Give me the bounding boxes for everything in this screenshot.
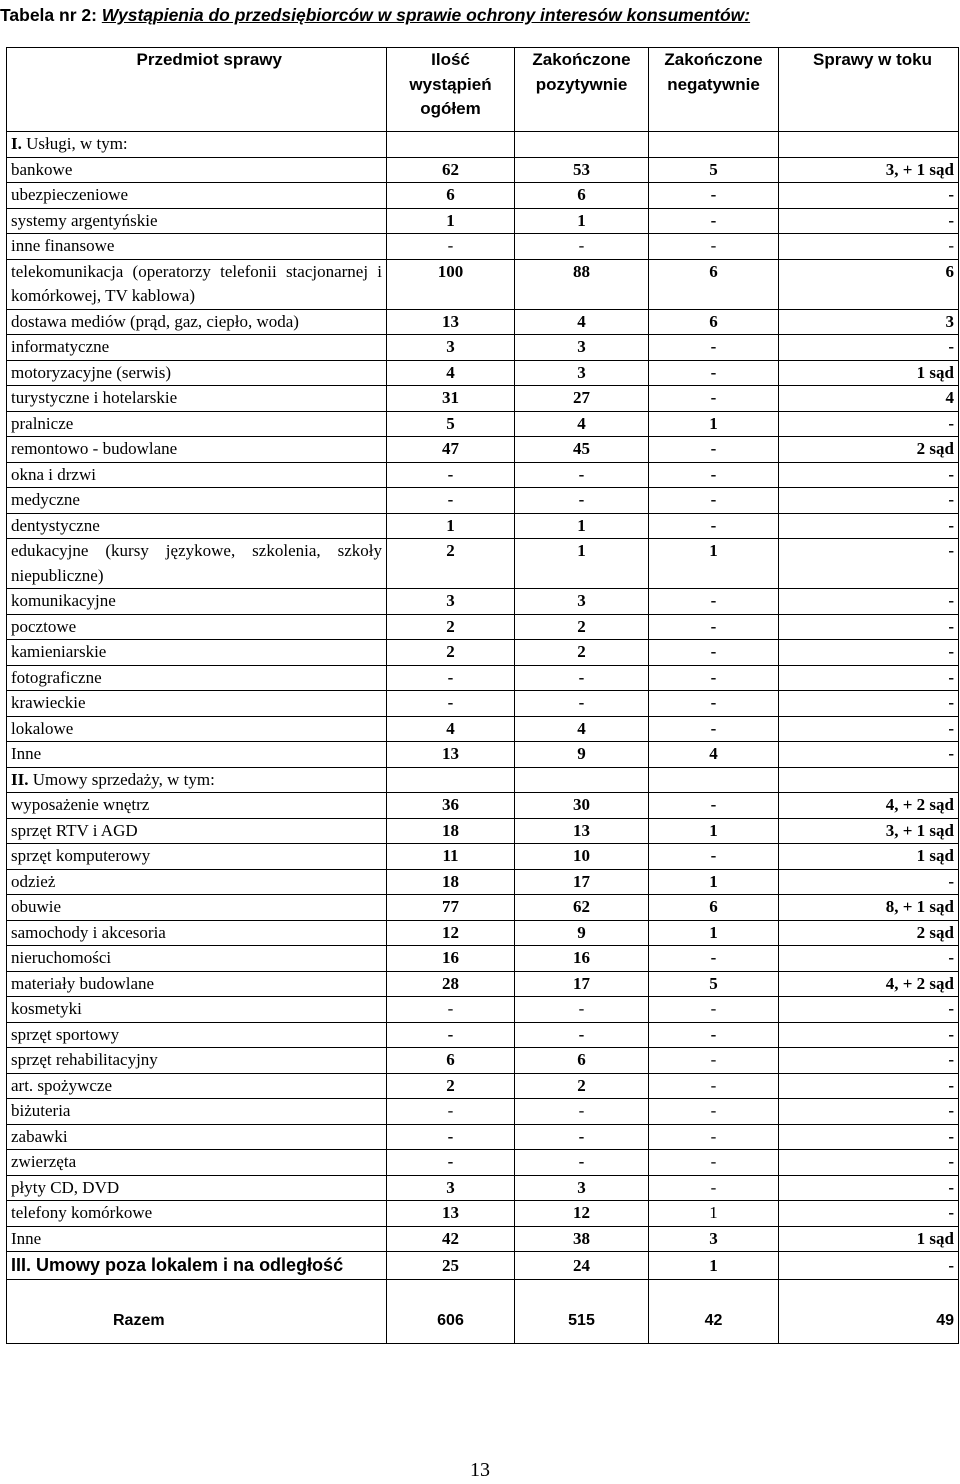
row-label: obuwie: [7, 895, 387, 921]
cell-total: -: [387, 665, 515, 691]
cell-pending: -: [779, 1175, 959, 1201]
row-label: turystyczne i hotelarskie: [7, 386, 387, 412]
cell-negative: 1: [649, 411, 779, 437]
cell-negative: 1: [649, 818, 779, 844]
cell-pending: -: [779, 462, 959, 488]
row-label: remontowo - budowlane: [7, 437, 387, 463]
cell-total: 62: [387, 157, 515, 183]
row-label: Inne: [7, 742, 387, 768]
cell-negative: 5: [649, 157, 779, 183]
cell-total: 18: [387, 869, 515, 895]
table-row: [7, 539, 959, 589]
cell-total: 11: [387, 844, 515, 870]
cell-negative: 4: [649, 742, 779, 768]
row-label: edukacyjne (kursy językowe, szkolenia, szkoły niepubliczne): [7, 539, 387, 589]
cell-total: 77: [387, 895, 515, 921]
cell-pending: 6: [779, 259, 959, 309]
row-label: sprzęt RTV i AGD: [7, 818, 387, 844]
cell-pending: -: [779, 614, 959, 640]
cell-pending: -: [779, 411, 959, 437]
cell-positive: 88: [515, 259, 649, 309]
table-row: [7, 309, 959, 335]
table-row: [7, 640, 959, 666]
row-label: samochody i akcesoria: [7, 920, 387, 946]
cell-pending: -: [779, 691, 959, 717]
cell-negative: -: [649, 665, 779, 691]
row-label: odzież: [7, 869, 387, 895]
cell-pending: 4, + 2 sąd: [779, 971, 959, 997]
table-row: [7, 1226, 959, 1252]
table-row: [7, 895, 959, 921]
row-label: telefony komórkowe: [7, 1201, 387, 1227]
table-body: [7, 132, 959, 1344]
page-number: 13: [470, 1459, 490, 1481]
cell-total: -: [387, 1150, 515, 1176]
cell-negative: -: [649, 513, 779, 539]
cell-pending: -: [779, 742, 959, 768]
section-label: II. Umowy sprzedaży, w tym:: [7, 767, 387, 793]
cell-negative: -: [649, 462, 779, 488]
cell-total: 28: [387, 971, 515, 997]
row-label: sprzęt sportowy: [7, 1022, 387, 1048]
cell-positive: 3: [515, 360, 649, 386]
cell-total: -: [387, 488, 515, 514]
cell-positive: 17: [515, 869, 649, 895]
cell-negative: -: [649, 1124, 779, 1150]
row-label: okna i drzwi: [7, 462, 387, 488]
header-row: [7, 48, 959, 132]
cell-negative: -: [649, 946, 779, 972]
total-pending: 49: [779, 1280, 959, 1344]
cell-positive: -: [515, 997, 649, 1023]
cell-pending: -: [779, 539, 959, 589]
cell-positive: 3: [515, 335, 649, 361]
cell-total: 25: [387, 1252, 515, 1280]
cell-pending: 8, + 1 sąd: [779, 895, 959, 921]
cell-total: 3: [387, 589, 515, 615]
cell-pending: 4: [779, 386, 959, 412]
cell-positive: 27: [515, 386, 649, 412]
cell-negative: -: [649, 335, 779, 361]
table-row: [7, 157, 959, 183]
cell-negative: -: [649, 844, 779, 870]
cell-total: 18: [387, 818, 515, 844]
section-numeral: II.: [11, 769, 29, 789]
empty-cell: [515, 767, 649, 793]
table-title: [0, 0, 960, 30]
row-label: systemy argentyńskie: [7, 208, 387, 234]
cell-negative: 1: [649, 1252, 779, 1280]
cell-negative: 3: [649, 1226, 779, 1252]
cell-total: 2: [387, 1073, 515, 1099]
row-label: medyczne: [7, 488, 387, 514]
cell-positive: 3: [515, 589, 649, 615]
table-row: [7, 183, 959, 209]
cell-positive: -: [515, 234, 649, 260]
table-row: [7, 1175, 959, 1201]
table-row: [7, 1099, 959, 1125]
cell-positive: -: [515, 1022, 649, 1048]
cell-negative: -: [649, 589, 779, 615]
table-row: [7, 1022, 959, 1048]
table-row: [7, 920, 959, 946]
cell-pending: 1 sąd: [779, 1226, 959, 1252]
cell-total: 13: [387, 1201, 515, 1227]
cell-negative: 1: [649, 1201, 779, 1227]
cell-negative: 5: [649, 971, 779, 997]
cell-positive: 2: [515, 1073, 649, 1099]
table-row: [7, 513, 959, 539]
cell-total: -: [387, 1022, 515, 1048]
cell-negative: 6: [649, 259, 779, 309]
cell-total: -: [387, 1124, 515, 1150]
cell-negative: -: [649, 1150, 779, 1176]
cell-total: 16: [387, 946, 515, 972]
cell-total: -: [387, 1099, 515, 1125]
section-numeral: I.: [11, 134, 22, 153]
cell-pending: -: [779, 1252, 959, 1280]
cell-negative: 6: [649, 895, 779, 921]
row-label: wyposażenie wnętrz: [7, 793, 387, 819]
cell-pending: -: [779, 640, 959, 666]
row-label: inne finansowe: [7, 234, 387, 260]
cell-total: 31: [387, 386, 515, 412]
table-row: [7, 971, 959, 997]
cell-positive: 3: [515, 1175, 649, 1201]
cell-positive: 62: [515, 895, 649, 921]
total-negative: 42: [649, 1280, 779, 1344]
cell-positive: -: [515, 665, 649, 691]
cell-positive: 6: [515, 183, 649, 209]
empty-cell: [779, 767, 959, 793]
cell-negative: -: [649, 691, 779, 717]
empty-cell: [649, 767, 779, 793]
totals-label: Razem: [7, 1280, 387, 1344]
table-row: [7, 869, 959, 895]
cell-total: -: [387, 691, 515, 717]
table-row: [7, 360, 959, 386]
cell-total: 100: [387, 259, 515, 309]
row-label: krawieckie: [7, 691, 387, 717]
cell-positive: -: [515, 462, 649, 488]
cell-negative: 1: [649, 869, 779, 895]
cell-total: 1: [387, 208, 515, 234]
table-row: [7, 818, 959, 844]
cell-positive: 10: [515, 844, 649, 870]
table-row: [7, 259, 959, 309]
cell-pending: -: [779, 488, 959, 514]
table-row: [7, 614, 959, 640]
cell-total: 2: [387, 614, 515, 640]
cell-total: 12: [387, 920, 515, 946]
cell-pending: 4, + 2 sąd: [779, 793, 959, 819]
cell-total: 1: [387, 513, 515, 539]
cell-positive: -: [515, 1099, 649, 1125]
row-label: bankowe: [7, 157, 387, 183]
cell-negative: -: [649, 716, 779, 742]
cell-positive: 4: [515, 411, 649, 437]
cell-negative: -: [649, 997, 779, 1023]
table-row: [7, 742, 959, 768]
cell-total: 4: [387, 716, 515, 742]
cell-positive: 1: [515, 513, 649, 539]
cell-pending: -: [779, 665, 959, 691]
table-row: [7, 335, 959, 361]
row-label: art. spożywcze: [7, 1073, 387, 1099]
row-label: zwierzęta: [7, 1150, 387, 1176]
empty-cell: [515, 132, 649, 158]
cell-total: -: [387, 462, 515, 488]
table-row: [7, 234, 959, 260]
row-label: fotograficzne: [7, 665, 387, 691]
table-row: [7, 665, 959, 691]
table-row: [7, 462, 959, 488]
row-label: lokalowe: [7, 716, 387, 742]
cell-pending: -: [779, 997, 959, 1023]
table-row: [7, 946, 959, 972]
cell-positive: 6: [515, 1048, 649, 1074]
cell-negative: -: [649, 1048, 779, 1074]
cell-pending: -: [779, 869, 959, 895]
cell-pending: -: [779, 208, 959, 234]
table-row: [7, 793, 959, 819]
cell-total: 3: [387, 335, 515, 361]
cell-positive: 4: [515, 716, 649, 742]
empty-cell: [387, 132, 515, 158]
table-row: [7, 488, 959, 514]
total-total: 606: [387, 1280, 515, 1344]
cell-total: -: [387, 997, 515, 1023]
row-label: zabawki: [7, 1124, 387, 1150]
table-row: [7, 437, 959, 463]
cell-negative: -: [649, 360, 779, 386]
cell-total: 4: [387, 360, 515, 386]
cell-positive: 9: [515, 742, 649, 768]
cell-pending: 3, + 1 sąd: [779, 818, 959, 844]
cell-positive: 1: [515, 208, 649, 234]
table-row: [7, 691, 959, 717]
cell-total: 6: [387, 183, 515, 209]
cell-pending: 3: [779, 309, 959, 335]
row-label: dentystyczne: [7, 513, 387, 539]
table-row: [7, 1201, 959, 1227]
table-row: [7, 589, 959, 615]
cell-positive: -: [515, 1124, 649, 1150]
complaints-table: [6, 47, 959, 1344]
cell-positive: 12: [515, 1201, 649, 1227]
row-label: sprzęt rehabilitacyjny: [7, 1048, 387, 1074]
totals-row: [7, 1280, 959, 1344]
cell-total: 13: [387, 309, 515, 335]
row-label: ubezpieczeniowe: [7, 183, 387, 209]
cell-total: 5: [387, 411, 515, 437]
cell-pending: 2 sąd: [779, 437, 959, 463]
row-label: płyty CD, DVD: [7, 1175, 387, 1201]
table-row: [7, 208, 959, 234]
cell-negative: -: [649, 183, 779, 209]
cell-negative: -: [649, 488, 779, 514]
cell-positive: 4: [515, 309, 649, 335]
header-pending: Sprawy w toku: [779, 48, 959, 132]
section-label: I. Usługi, w tym:: [7, 132, 387, 158]
cell-pending: 1 sąd: [779, 360, 959, 386]
empty-cell: [779, 132, 959, 158]
header-positive: Zakończone pozytywnie: [515, 48, 649, 132]
empty-cell: [387, 767, 515, 793]
cell-negative: 1: [649, 539, 779, 589]
row-label: dostawa mediów (prąd, gaz, ciepło, woda): [7, 309, 387, 335]
table-row: [7, 1073, 959, 1099]
cell-positive: 16: [515, 946, 649, 972]
table-row: [7, 411, 959, 437]
cell-pending: 3, + 1 sąd: [779, 157, 959, 183]
cell-positive: 9: [515, 920, 649, 946]
cell-positive: 2: [515, 614, 649, 640]
cell-pending: -: [779, 946, 959, 972]
empty-cell: [649, 132, 779, 158]
cell-negative: -: [649, 1099, 779, 1125]
cell-pending: -: [779, 234, 959, 260]
table-row: [7, 716, 959, 742]
cell-negative: -: [649, 437, 779, 463]
row-label: motoryzacyjne (serwis): [7, 360, 387, 386]
row-label: nieruchomości: [7, 946, 387, 972]
cell-negative: -: [649, 614, 779, 640]
cell-pending: -: [779, 1150, 959, 1176]
cell-pending: -: [779, 716, 959, 742]
table-row: [7, 386, 959, 412]
cell-pending: 2 sąd: [779, 920, 959, 946]
table-row: [7, 997, 959, 1023]
cell-positive: 53: [515, 157, 649, 183]
table-row: [7, 1150, 959, 1176]
cell-total: 6: [387, 1048, 515, 1074]
row-label: informatyczne: [7, 335, 387, 361]
cell-negative: -: [649, 234, 779, 260]
cell-positive: 13: [515, 818, 649, 844]
row-label: pocztowe: [7, 614, 387, 640]
total-positive: 515: [515, 1280, 649, 1344]
header-subject: Przedmiot sprawy: [7, 48, 387, 132]
row-label: pralnicze: [7, 411, 387, 437]
section3-row: [7, 1252, 959, 1280]
table-row: [7, 844, 959, 870]
cell-total: 2: [387, 539, 515, 589]
row-label: materiały budowlane: [7, 971, 387, 997]
cell-negative: -: [649, 640, 779, 666]
row-label: kosmetyki: [7, 997, 387, 1023]
cell-pending: -: [779, 1048, 959, 1074]
cell-positive: -: [515, 1150, 649, 1176]
cell-negative: 6: [649, 309, 779, 335]
cell-total: 36: [387, 793, 515, 819]
row-label: kamieniarskie: [7, 640, 387, 666]
cell-pending: -: [779, 1124, 959, 1150]
cell-positive: 30: [515, 793, 649, 819]
cell-total: 3: [387, 1175, 515, 1201]
cell-pending: -: [779, 1073, 959, 1099]
cell-negative: -: [649, 1175, 779, 1201]
table-title-prefix: Tabela nr 2:: [0, 5, 102, 25]
table-row: [7, 1124, 959, 1150]
row-label: Inne: [7, 1226, 387, 1252]
cell-positive: -: [515, 488, 649, 514]
header-total: Ilość wystąpień ogółem: [387, 48, 515, 132]
section-header-row: [7, 132, 959, 158]
table-row: [7, 1048, 959, 1074]
cell-pending: 1 sąd: [779, 844, 959, 870]
row-label: komunikacyjne: [7, 589, 387, 615]
cell-pending: -: [779, 1022, 959, 1048]
cell-positive: 38: [515, 1226, 649, 1252]
cell-positive: 1: [515, 539, 649, 589]
cell-positive: -: [515, 691, 649, 717]
cell-pending: -: [779, 589, 959, 615]
cell-total: 2: [387, 640, 515, 666]
cell-positive: 24: [515, 1252, 649, 1280]
section3-label: III. Umowy poza lokalem i na odległość: [7, 1252, 387, 1280]
cell-positive: 45: [515, 437, 649, 463]
cell-pending: -: [779, 1099, 959, 1125]
cell-negative: -: [649, 793, 779, 819]
row-label: telekomunikacja (operatorzy telefonii stacjonarnej i komórkowej, TV kablowa): [7, 259, 387, 309]
cell-pending: -: [779, 1201, 959, 1227]
cell-negative: -: [649, 1022, 779, 1048]
section-header-row: [7, 767, 959, 793]
cell-total: 13: [387, 742, 515, 768]
cell-positive: 17: [515, 971, 649, 997]
cell-total: 47: [387, 437, 515, 463]
row-label: sprzęt komputerowy: [7, 844, 387, 870]
cell-pending: -: [779, 183, 959, 209]
cell-negative: -: [649, 208, 779, 234]
cell-pending: -: [779, 335, 959, 361]
cell-negative: -: [649, 1073, 779, 1099]
row-label: biżuteria: [7, 1099, 387, 1125]
cell-total: -: [387, 234, 515, 260]
cell-positive: 2: [515, 640, 649, 666]
cell-negative: 1: [649, 920, 779, 946]
table-title-text: Wystąpienia do przedsiębiorców w sprawie ochrony interesów konsumentów:: [101, 5, 751, 25]
cell-total: 42: [387, 1226, 515, 1252]
cell-negative: -: [649, 386, 779, 412]
header-negative: Zakończone negatywnie: [649, 48, 779, 132]
cell-pending: -: [779, 513, 959, 539]
